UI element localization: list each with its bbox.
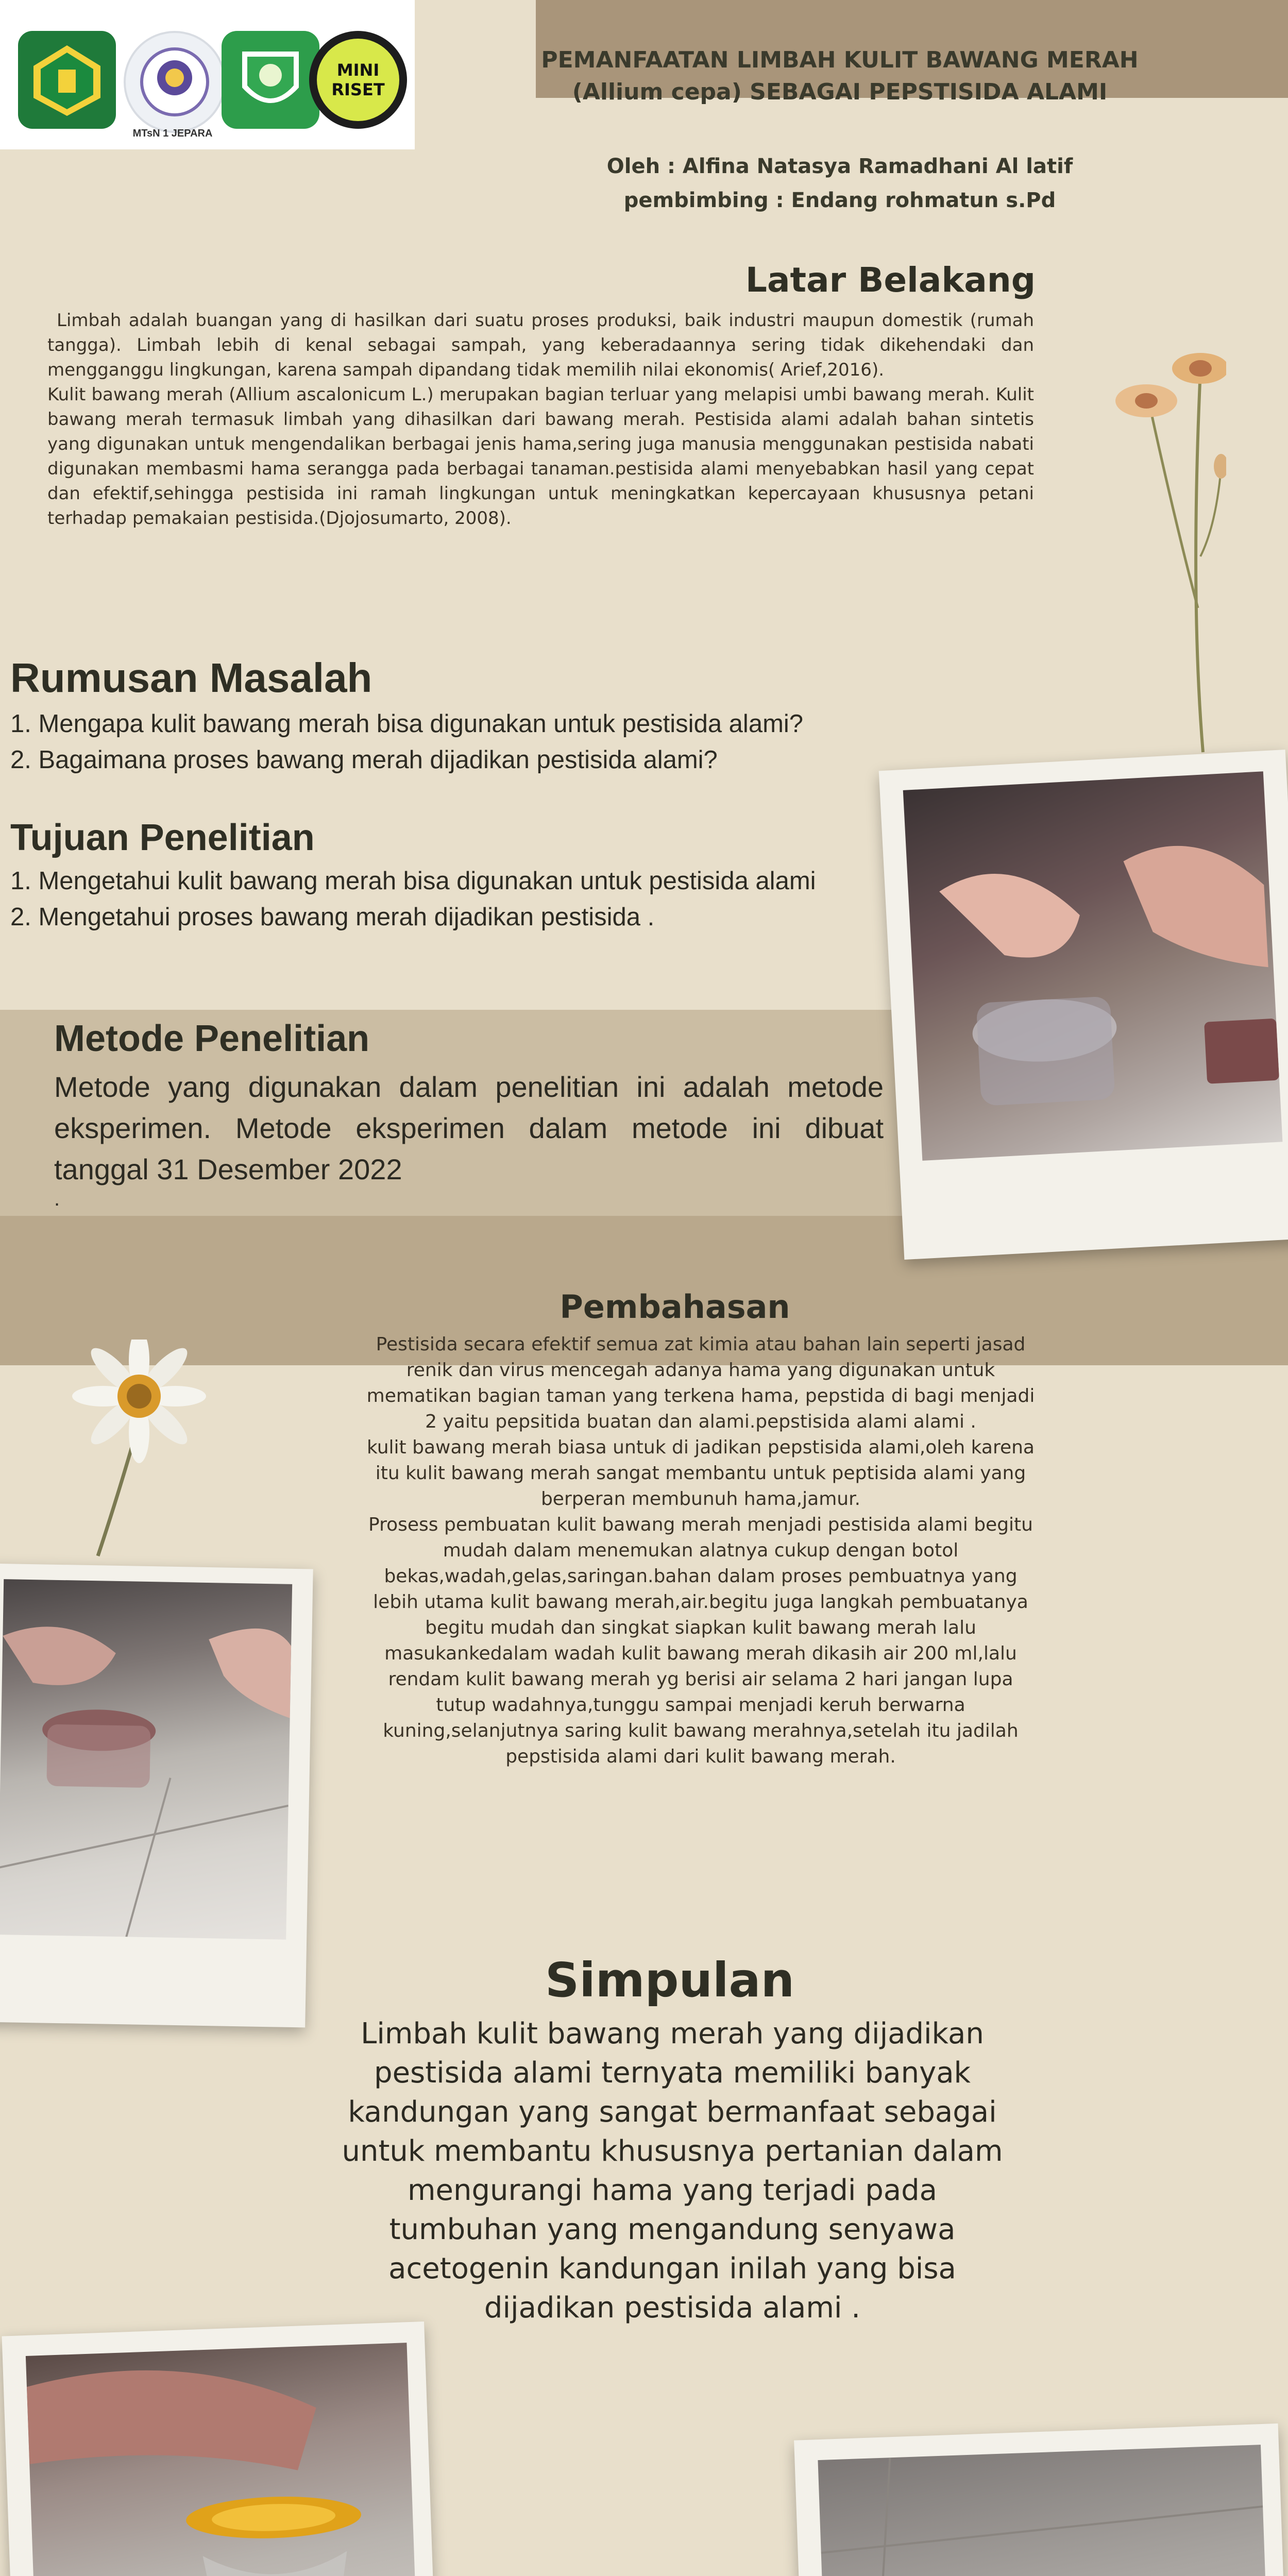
latar-text: [47, 308, 1034, 531]
metode-heading: Metode Penelitian: [54, 1018, 370, 1059]
pembahasan-para-2: kulit bawang merah biasa untuk di jadikan pepstisida alami,oleh karena itu kulit bawang merah sangat membantu untuk peptisida alami yang berperan membunuh hama,jamur.: [367, 1437, 1035, 1510]
rumusan-item-2: 2. Bagaimana proses bawang merah dijadikan pestisida alami?: [10, 746, 718, 774]
simpulan-heading: Simpulan: [545, 1953, 795, 2008]
rumusan-item-1: 1. Mengapa kulit bawang merah bisa digunakan untuk pestisida alami?: [10, 710, 804, 738]
rumusan-heading: Rumusan Masalah: [10, 655, 372, 701]
poster-title: [505, 44, 1175, 108]
photo-frame-glass: [794, 2424, 1288, 2576]
metode-text: Metode yang digunakan dalam penelitian ini adalah metode eksperimen. Metode eksperimen dalam metode ini dibuat tanggal 31 Desember 2022: [54, 1071, 884, 1185]
tujuan-item-2: 2. Mengetahui proses bawang merah dijadikan pestisida .: [10, 903, 655, 931]
pembahasan-text: [366, 1332, 1036, 1770]
photo-frame-strainer: [2, 2321, 441, 2576]
pembahasan-heading: Pembahasan: [560, 1288, 790, 1326]
photo-hands-jar: [903, 771, 1283, 1161]
poster-title-line2: (Allium cepa) SEBAGAI PEPSTISIDA ALAMI: [572, 79, 1108, 105]
mtsn-logo-icon: [124, 31, 226, 133]
logo-text-bottom: RISET: [331, 80, 385, 99]
pembahasan-para-3: Prosess pembuatan kulit bawang merah menjadi pestisida alami begitu mudah dalam menemukan alatnya cukup dengan botol bekas,wadah,gelas,saringan.bahan dalam proses pembuatnya yang lebih utama kulit bawang merah,air.begitu juga langkah pembuatanya begitu mudah dan singkat siapkan kulit bawang merah lalu masukankedalam wadah kulit bawang merah dikasih air 200 ml,lalu rendam kulit bawang merah yg berisi air selama 2 hari jangan lupa tutup wadahnya,tunggu sampai menjadi keruh berwarna kuning,selanjutnya saring kulit bawang merahnya,setelah itu jadilah pepstisida alami dari kulit bawang merah.: [368, 1514, 1033, 1767]
rumusan-list: [10, 706, 886, 778]
latar-heading: Latar Belakang: [745, 260, 1036, 300]
photo-frame-hands-jar: [879, 750, 1288, 1260]
pembahasan-para-1: Pestisida secara efektif semua zat kimia atau bahan lain seperti jasad renik dan virus mencegah adanya hama yang digunakan untuk mematikan bagian taman yang terkena hama, pepstida di bagi menjadi 2 yaitu pepsitida buatan dan alami.pepstisida alami alami .: [366, 1334, 1035, 1432]
tujuan-item-1: 1. Mengetahui kulit bawang merah bisa digunakan untuk pestisida alami: [10, 867, 816, 895]
photo-glass-pesticide: [818, 2445, 1276, 2576]
author-line: Oleh : Alfina Natasya Ramadhani Al latif: [606, 155, 1073, 178]
author-block: [546, 149, 1133, 217]
photo-pouring-water: [0, 1579, 292, 1940]
latar-para-2: Kulit bawang merah (Allium ascalonicum L.) merupakan bagian terluar yang melapisi umbi bawang merah. Kulit bawang merah termasuk limbah yang dihasilkan dari bawang merah. Pestisida alami adalah bahan sintetis yang digunakan untuk mengendalikan berbagai jenis hama,sering juga manusia menggunakan pestisida nabati digunakan membasmi hama serangga pada berbagai tanaman.pestisida alami menyebabkan hasil yang cepat dan efektif,sehingga pestisida ini ramah lingkungan untuk meningkatkan kepercayaan khususnya petani terhadap pemakaian pestisida.(Djojosumarto, 2008).: [47, 384, 1034, 529]
flower-icon: [1097, 340, 1226, 762]
school-logo-icon: [222, 31, 319, 129]
simpulan-text: Limbah kulit bawang merah yang dijadikan pestisida alami ternyata memiliki banyak kandungan yang sangat bermanfaat sebagai untuk membantu khususnya pertanian dalam mengurangi hama yang terjadi pada tumbuhan yang mengandung senyawa acetogenin kandungan inilah yang bisa dijadikan pestisida alami .: [342, 2017, 1003, 2325]
poster-title-line1: PEMANFAATAN LIMBAH KULIT BAWANG MERAH: [541, 47, 1139, 73]
mini-riset-logo-icon: [309, 31, 407, 129]
photo-frame-pouring: [0, 1564, 313, 2028]
tujuan-heading: Tujuan Penelitian: [10, 817, 315, 858]
logo-text-top: MINI: [336, 60, 380, 80]
logo-caption: MTsN 1 JEPARA: [132, 128, 213, 139]
metode-dot: .: [54, 1188, 60, 1210]
photo-strainer: [26, 2343, 420, 2576]
tujuan-list: [10, 863, 886, 935]
logo-strip: [0, 0, 415, 149]
madrasah-logo-icon: [18, 31, 116, 129]
latar-para-1: Limbah adalah buangan yang di hasilkan dari suatu proses produksi, baik industri maupun domestik (rumah tangga). Limbah lebih di kenal sebagai sampah, yang keberadaannya sering tidak dikehendaki dan mengganggu lingkungan, karena sampah dipandang tidak memilih nilai ekonomis( Arief,2016).: [47, 310, 1034, 380]
daisy-flower-icon: [36, 1340, 222, 1561]
mentor-line: pembimbing : Endang rohmatun s.Pd: [623, 189, 1056, 212]
